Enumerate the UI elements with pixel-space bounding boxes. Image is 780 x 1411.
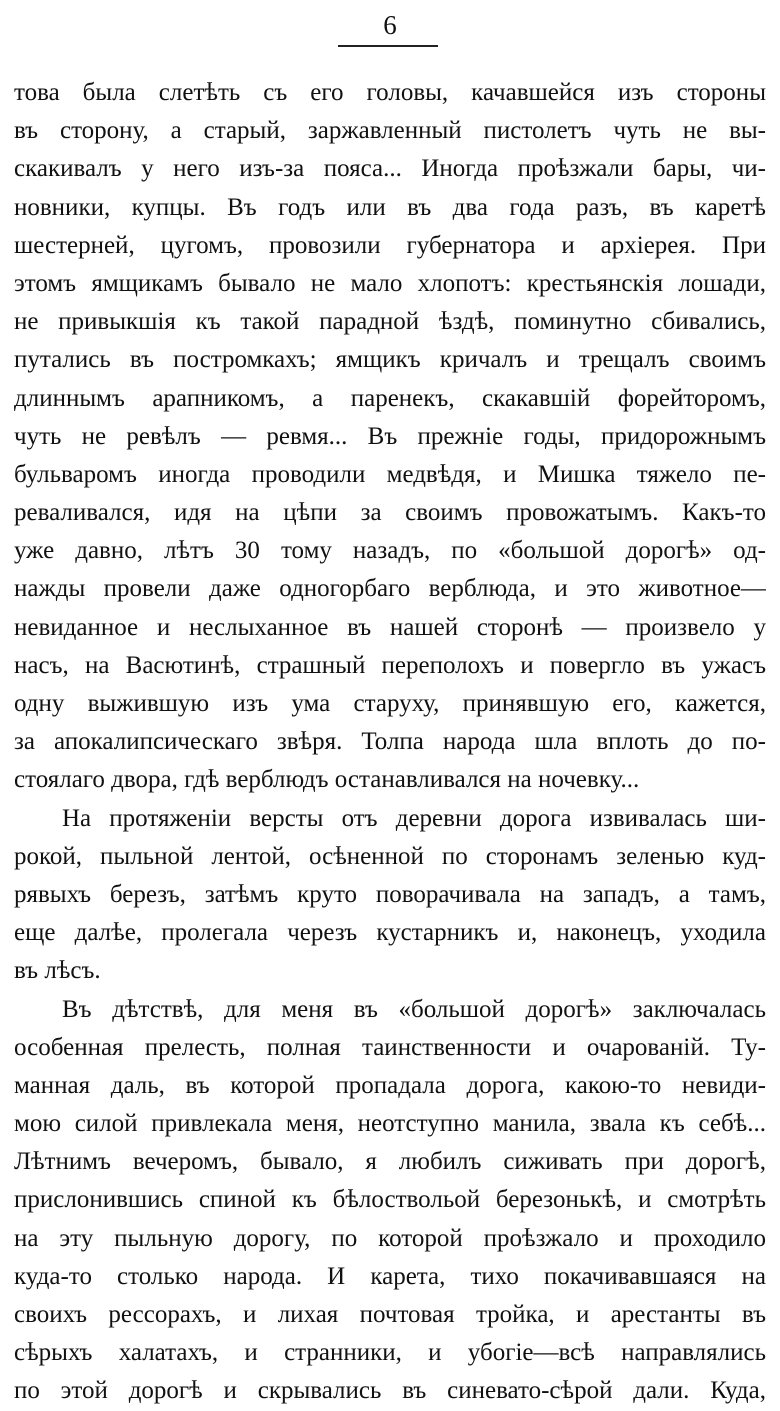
- text-line: невиданное и неслыханное въ нашей сторонѣ — произвело у: [14, 613, 766, 641]
- text-line: по этой дорогѣ и скрывались въ синевато-сѣрой дали. Куда,: [14, 1377, 766, 1405]
- text-line: уже давно, лѣтъ 30 тому назадъ, по «большой дорогѣ» од-: [14, 537, 766, 565]
- text-line: прислонившись спиной къ бѣлоствольой березонькѣ, и смотрѣть: [14, 1186, 766, 1214]
- text-line: сѣрыхъ халатахъ, и странники, и убогіе—всѣ направлялись: [14, 1339, 766, 1367]
- body-text: [14, 74, 766, 1411]
- text-line: своихъ рессорахъ, и лихая почтовая тройка, и арестанты въ: [14, 1301, 766, 1328]
- text-line: Въ дѣтствѣ, для меня въ «большой дорогѣ» заключалась: [62, 995, 766, 1023]
- text-line: това была слетѣть съ его головы, качавшейся изъ стороны: [14, 79, 766, 106]
- text-line: не привыкшія къ такой парадной ѣздѣ, поминутно сбивались,: [14, 308, 766, 336]
- text-line: въ лѣсъ.: [14, 957, 101, 985]
- text-line: въ сторону, а старый, заржавленный пистолетъ чуть не вы-: [14, 117, 766, 145]
- text-line: на эту пыльную дорогу, по которой проѣзжало и проходило: [14, 1224, 766, 1252]
- page-number-rule: [338, 45, 438, 47]
- text-line: путались въ постромкахъ; ямщикъ кричалъ и трещалъ своимъ: [14, 346, 766, 374]
- text-line: этомъ ямщикамъ бывало не мало хлопотъ: крестьянскія лошади,: [14, 269, 766, 297]
- text-line: чуть не ревѣлъ — ревмя... Въ прежніе годы, придорожнымъ: [14, 422, 766, 450]
- text-line: новники, купцы. Въ годъ или въ два года разъ, въ каретѣ: [14, 193, 766, 221]
- text-line: реваливался, идя на цѣпи за своимъ провожатымъ. Какъ-то: [14, 499, 766, 527]
- text-line: рокой, пыльной лентой, осѣненной по сторонамъ зеленью куд-: [14, 842, 766, 870]
- text-line: На протяженіи версты отъ деревни дорога извивалась ши-: [62, 804, 766, 832]
- text-line: мою силой привлекала меня, неотступно манила, звала къ себѣ...: [14, 1110, 766, 1138]
- text-line: одну выжившую изъ ума старуху, принявшую его, кажется,: [14, 690, 766, 717]
- text-line: особенная прелесть, полная таинственности и очарованій. Ту-: [14, 1033, 766, 1061]
- text-line: длиннымъ арапникомъ, а паренекъ, скакавшій форейторомъ,: [14, 384, 766, 412]
- text-line: нажды провели даже одногорбаго верблюда, и это животное—: [14, 575, 766, 603]
- text-line: за апокалипсическаго звѣря. Толпа народа шла вплоть до по-: [14, 728, 766, 756]
- page-number: 6: [383, 10, 397, 40]
- text-line: еще далѣе, пролегала черезъ кустарникъ и, наконецъ, уходила: [14, 919, 766, 947]
- text-line: скакивалъ у него изъ-за пояса... Иногда проѣзжали бары, чи-: [14, 155, 766, 183]
- text-line: бульваромъ иногда проводили медвѣдя, и Мишка тяжело пе-: [14, 460, 766, 488]
- text-line: стоялаго двора, гдѣ верблюдъ останавливался на ночевку...: [14, 766, 640, 794]
- text-line: манная даль, въ которой пропадала дорога, какою-то невиди-: [14, 1071, 766, 1099]
- text-line: куда-то столько народа. И карета, тихо покачивавшаяся на: [14, 1262, 766, 1290]
- text-line: шестерней, цугомъ, провозили губернатора и архіерея. При: [14, 231, 766, 259]
- text-line: насъ, на Васютинѣ, страшный переполохъ и повергло въ ужасъ: [14, 651, 766, 679]
- text-line: рявыхъ березъ, затѣмъ круто поворачивала на западъ, а тамъ,: [14, 880, 766, 908]
- text-line: Лѣтнимъ вечеромъ, бывало, я любилъ сиживать при дорогѣ,: [14, 1148, 766, 1176]
